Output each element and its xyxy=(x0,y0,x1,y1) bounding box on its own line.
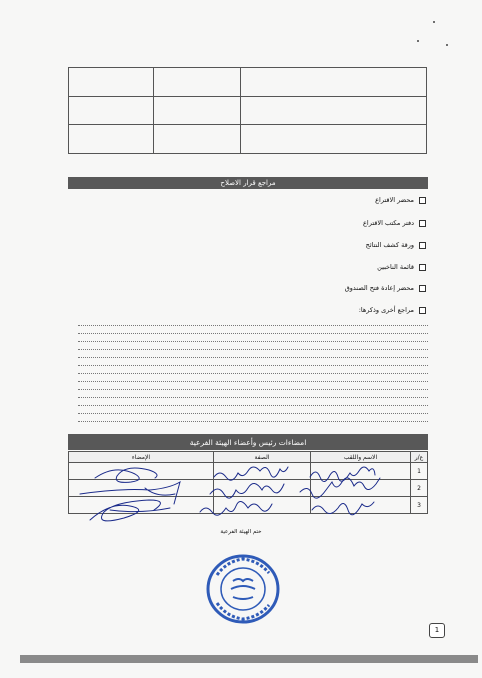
col-header-signature: الإمضاء xyxy=(69,452,214,463)
handwritten-signature xyxy=(95,468,157,482)
checklist-label: محضر الاقتراع xyxy=(375,196,414,204)
checklist-label: مراجع أخرى وذكرها: xyxy=(358,306,414,314)
handwritten-signature xyxy=(80,482,180,504)
handwritten-role xyxy=(214,467,288,480)
checklist-label: ورقة كشف النتائج xyxy=(365,241,414,249)
handwritten-name xyxy=(310,467,375,482)
checklist-label: محضر إعادة فتح الصندوق xyxy=(344,284,414,292)
col-header-name: الاسم واللقب xyxy=(311,452,411,463)
handwritten-role xyxy=(210,483,284,498)
decision-refs-title: مراجع قرار الاصلاح xyxy=(220,179,276,187)
signatures-title: امضاءات رئيس وأعضاء الهيئة الفرعية xyxy=(189,437,307,447)
checklist-label: قائمة الناخبين xyxy=(377,263,414,271)
handwritten-signature xyxy=(110,508,170,512)
seal-caption: ختم الهيئة الفرعية xyxy=(220,529,262,535)
row-num: 3 xyxy=(411,497,428,514)
handwritten-role xyxy=(200,501,272,515)
official-seal-stamp xyxy=(205,553,281,625)
footer-bar xyxy=(20,655,478,663)
checklist-label: دفتر مكتب الاقتراع xyxy=(363,219,414,227)
row-num: 2 xyxy=(411,480,428,497)
row-num: 1 xyxy=(411,463,428,480)
col-header-num: ع/ر xyxy=(411,452,428,463)
handwritten-name xyxy=(312,502,374,515)
col-header-role: الصفة xyxy=(214,452,311,463)
page-number: 1 xyxy=(429,623,445,638)
